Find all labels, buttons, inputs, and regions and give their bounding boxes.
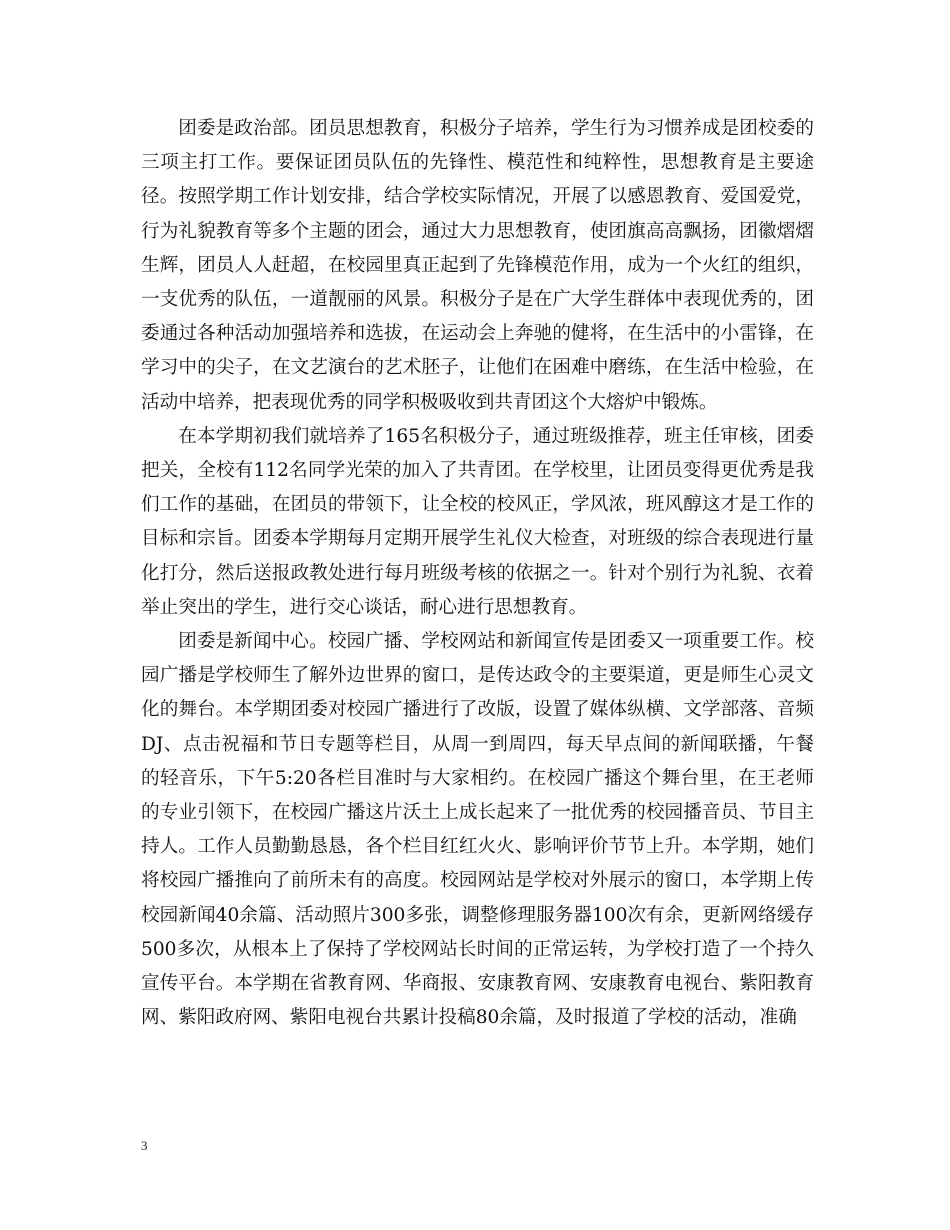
paragraph-3: 团委是新闻中心。校园广播、学校网站和新闻宣传是团委又一项重要工作。校园广播是学校师生了解外边世界的窗口，是传达政令的主要渠道，更是师生心灵文化的舞台。本学期团委对校园广播进行了改版，设置了媒体纵横、文学部落、音频DJ、点击祝福和节日专题等栏目，从周一到周四，每天早点间的新闻联播，午餐的轻音乐，下午5:20各栏目准时与大家相约。在校园广播这个舞台里，在王老师的专业引领下，在校园广播这片沃土上成长起来了一批优秀的校园播音员、节目主持人。工作人员勤勤恳恳，各个栏目红红火火、影响评价节节上升。本学期，她们将校园广播推向了前所未有的高度。校园网站是学校对外展示的窗口，本学期上传校园新闻40余篇、活动照片300多张，调整修理服务器100次有余，更新网络缓存500多次，从根本上了保持了学校网站长时间的正常运转，为学校打造了一个持久宣传平台。本学期在省教育网、华商报、安康教育网、安康教育电视台、紫阳教育网、紫阳政府网、紫阳电视台共累计投稿80余篇，及时报道了学校的活动，准确 — [141, 631, 814, 1029]
paragraph-1: 团委是政治部。团员思想教育，积极分子培养，学生行为习惯养成是团校委的三项主打工作。要保证团员队伍的先锋性、模范性和纯粹性，思想教育是主要途径。按照学期工作计划安排，结合学校实际情况，开展了以感恩教育、爱国爱党，行为礼貌教育等多个主题的团会，通过大力思想教育，使团旗高高飘扬，团徽熠熠生辉，团员人人赶超，在校园里真正起到了先锋模范作用，成为一个火红的组织，一支优秀的队伍，一道靓丽的风景。积极分子是在广大学生群体中表现优秀的，团委通过各种活动加强培养和选拔，在运动会上奔驰的健将，在生活中的小雷锋，在学习中的尖子，在文艺演台的艺术胚子，让他们在困难中磨练，在生活中检验，在活动中培养，把表现优秀的同学积极吸收到共青团这个大熔炉中锻炼。 — [141, 118, 814, 413]
paragraph-2: 在本学期初我们就培养了165名积极分子，通过班级推荐，班主任审核，团委把关，全校有112名同学光荣的加入了共青团。在学校里，让团员变得更优秀是我们工作的基础，在团员的带领下，让全校的校风正，学风浓，班风醇这才是工作的目标和宗旨。团委本学期每月定期开展学生礼仪大检查，对班级的综合表现进行量化打分，然后送报政教处进行每月班级考核的依据之一。针对个别行为礼貌、衣着举止突出的学生，进行交心谈话，耐心进行思想教育。 — [141, 425, 814, 618]
page-number: 3 — [141, 1138, 148, 1153]
document-body — [141, 112, 814, 1035]
